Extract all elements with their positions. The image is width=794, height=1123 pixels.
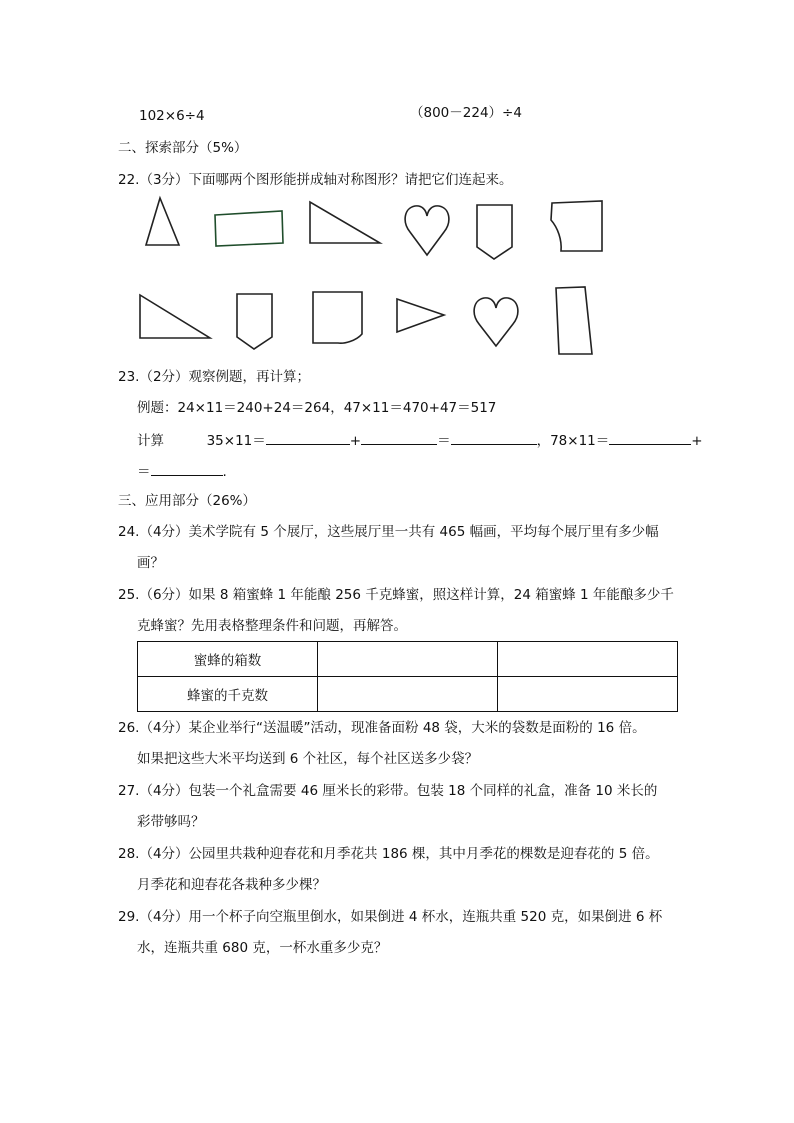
answer-blank[interactable] (361, 430, 437, 445)
table-cell[interactable] (318, 677, 498, 712)
quadrilateral-shape (556, 287, 592, 354)
equal-sign: ＝ (137, 464, 151, 480)
quadrilateral-shape (215, 211, 283, 246)
pentagon-shape (477, 205, 512, 259)
q22-text: 22.（3分）下面哪两个图形能拼成轴对称图形？请把它们连起来。 (118, 172, 513, 188)
q27-line2: 彩带够吗？ (137, 814, 205, 830)
triangle-shape (397, 299, 444, 332)
q29-line1: 29.（4分）用一个杯子向空瓶里倒水，如果倒进 4 杯水，连瓶共重 520 克，如果倒进 6 杯 (118, 909, 663, 925)
q25-line2: 克蜂蜜？先用表格整理条件和问题，再解答。 (137, 618, 407, 634)
q24-line2: 画？ (137, 555, 164, 571)
section3-title: 三、应用部分（26%） (118, 493, 257, 509)
table-cell[interactable] (318, 642, 498, 677)
q26-line2: 如果把这些大米平均送到 6 个社区，每个社区送多少袋？ (137, 751, 479, 767)
q27-line1: 27.（4分）包装一个礼盒需要 46 厘米长的彩带。包装 18 个同样的礼盒，准备 10 米长的 (118, 783, 658, 799)
q29-line2: 水，连瓶共重 680 克，一杯水重多少克？ (137, 940, 388, 956)
expression-left: 102×6÷4 (139, 108, 205, 124)
comma: ， (536, 433, 551, 449)
answer-blank[interactable] (609, 430, 691, 445)
q26-line1: 26.（4分）某企业举行“送温暖”活动，现准备面粉 48 袋，大米的袋数是面粉的 16 倍。 (118, 720, 646, 736)
curved-square-shape (313, 292, 362, 343)
period: . (222, 464, 227, 480)
q23-title: 23.（2分）观察例题，再计算； (118, 369, 311, 385)
q24-line1: 24.（4分）美术学院有 5 个展厅，这些展厅里一共有 465 幅画，平均每个展厅里有多少幅 (118, 524, 659, 540)
plus-sign: + (691, 433, 703, 449)
answer-blank[interactable] (451, 430, 537, 445)
q28-line1: 28.（4分）公园里共栽种迎春花和月季花共 186 棵，其中月季花的棵数是迎春花的 5 倍。 (118, 846, 659, 862)
q23-example: 例题：24×11＝240+24＝264，47×11＝470+47＝517 (137, 400, 497, 416)
q23-calc-line (137, 430, 703, 450)
calc-label: 计算 (137, 433, 164, 449)
q28-line2: 月季花和迎春花各栽种多少棵？ (137, 877, 326, 893)
pentagon-shape (237, 294, 272, 349)
expression-right: （800－224）÷4 (410, 105, 522, 121)
right-triangle-shape (310, 202, 380, 243)
equal-sign: ＝ (437, 433, 451, 449)
table-cell[interactable] (498, 677, 678, 712)
q25-table (137, 641, 678, 712)
table-row-label: 蜜蜂的箱数 (138, 642, 318, 677)
table-cell[interactable] (498, 642, 678, 677)
heart-shape (405, 206, 449, 255)
right-triangle-shape (140, 295, 210, 338)
heart-shape (474, 298, 518, 346)
answer-blank[interactable] (266, 430, 350, 445)
table-row-label: 蜂蜜的千克数 (138, 677, 318, 712)
calc-expr1: 35×11＝ (206, 433, 266, 449)
answer-blank[interactable] (151, 461, 223, 476)
triangle-shape (146, 198, 179, 245)
q25-line1: 25.（6分）如果 8 箱蜜蜂 1 年能酿 256 千克蜂蜜，照这样计算，24 箱蜜蜂 1 年能酿多少千 (118, 587, 674, 603)
calc-expr2: 78×11＝ (550, 433, 610, 449)
section2-title: 二、探索部分（5%） (118, 140, 248, 156)
curved-square-shape (551, 201, 602, 251)
plus-sign: + (349, 433, 362, 449)
q23-calc-line2 (137, 461, 227, 481)
